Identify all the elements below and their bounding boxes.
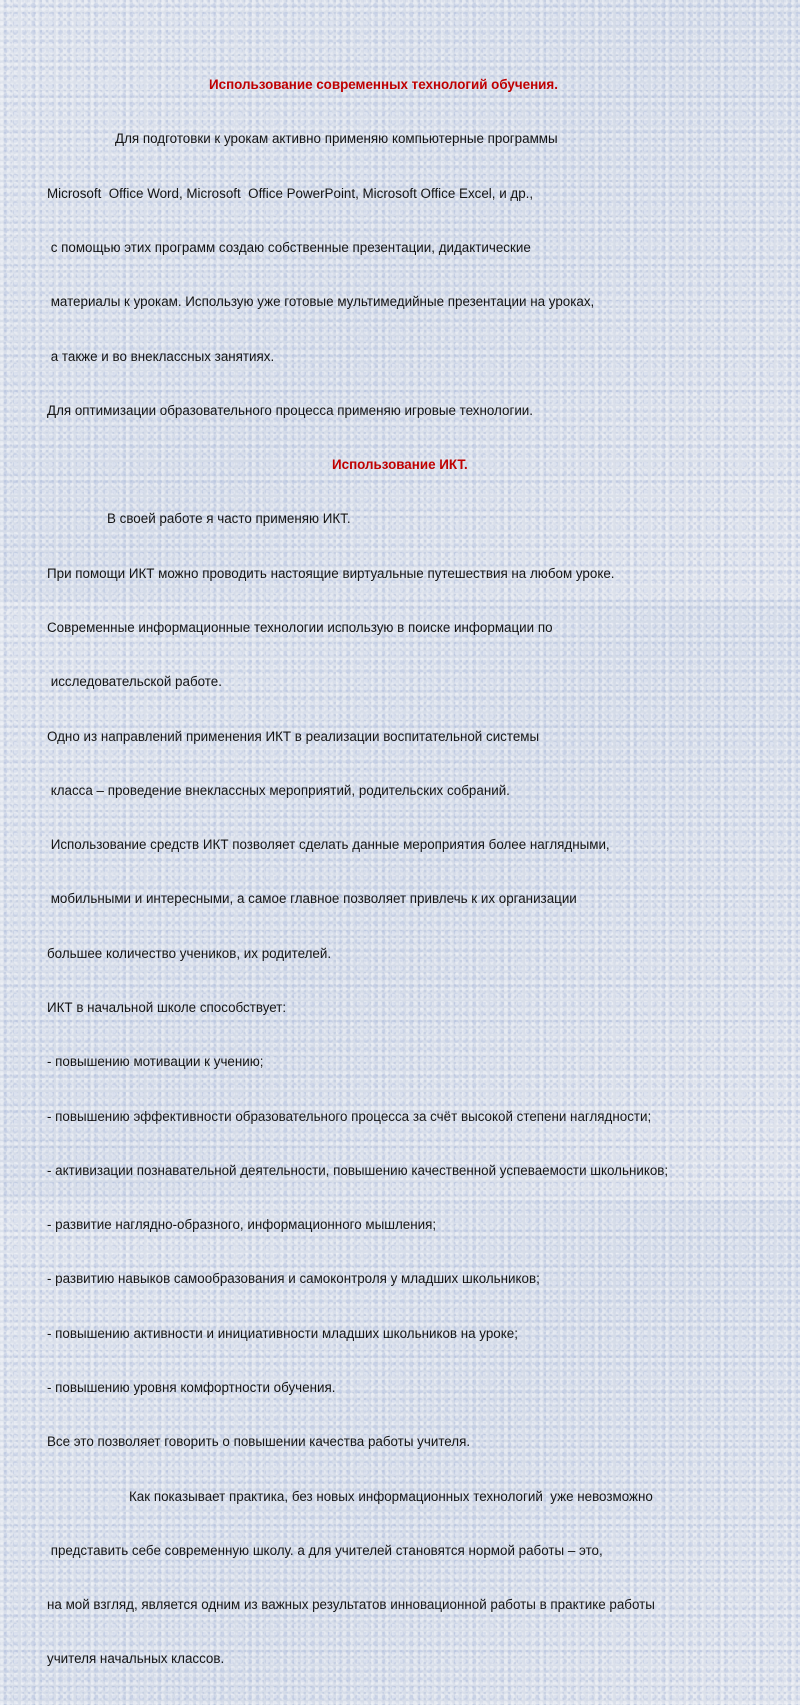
list-item: - повышению мотивации к учению; <box>47 1054 264 1070</box>
text-line: Современные информационные технологии использую в поиске информации по <box>47 620 553 635</box>
section-title-ikt: Использование ИКТ. <box>332 457 468 473</box>
list-item: - развитие наглядно-образного, информационного мышления; <box>47 1217 437 1233</box>
text-line: а также и во внеклассных занятиях. <box>47 348 275 364</box>
text-line: мобильными и интересными, а самое главное позволяет привлечь к их организации <box>47 891 577 907</box>
list-item: - повышению активности и инициативности младших школьников на уроке; <box>47 1325 518 1341</box>
text-line: В своей работе я часто применяю ИКТ. <box>107 511 351 527</box>
text-line: Для оптимизации образовательного процесса применяю игровые технологии. <box>47 402 534 418</box>
text-line: представить себе современную школу. а для учителей становятся нормой работы – это, <box>47 1542 603 1558</box>
text-line: учителя начальных классов. <box>47 1651 225 1667</box>
text-line: Для подготовки к урокам активно применяю компьютерные программы <box>115 131 558 147</box>
text-line: класса – проведение внеклассных мероприятий, родительских собраний. <box>47 782 510 798</box>
slide-text-body <box>47 40 787 1705</box>
list-item: - повышению уровня комфортности обучения. <box>47 1379 336 1395</box>
text-line: Microsoft Office Word, Microsoft Office PowerPoint, Microsoft Office Excel, и др., <box>47 185 534 201</box>
text-line: на мой взгляд, является одним из важных результатов инновационной работы в практике работы <box>47 1597 655 1613</box>
text-line: материалы к урокам. Использую уже готовые мультимедийные презентации на уроках, <box>47 294 595 310</box>
list-item: - повышению эффективности образовательного процесса за счёт высокой степени наглядности; <box>47 1108 652 1124</box>
text-line: исследовательской работе. <box>47 674 222 690</box>
section-title-modern-tech: Использование современных технологий обучения. <box>209 77 558 93</box>
text-line: с помощью этих программ создаю собственные презентации, дидактические <box>47 240 531 256</box>
text-line: ИКТ в начальной школе способствует: <box>47 999 287 1015</box>
text-line: При помощи ИКТ можно проводить настоящие виртуальные путешествия на любом уроке. <box>47 565 615 581</box>
list-item: - развитию навыков самообразования и самоконтроля у младших школьников; <box>47 1271 540 1287</box>
text-line: Одно из направлений применения ИКТ в реализации воспитательной системы <box>47 728 540 744</box>
text-line: Использование средств ИКТ позволяет сделать данные мероприятия более наглядными, <box>47 837 610 853</box>
text-line: большее количество учеников, их родителей. <box>47 945 332 961</box>
list-item: - активизации познавательной деятельности, повышению качественной успеваемости школьников; <box>47 1162 669 1178</box>
text-line: Все это позволяет говорить о повышении качества работы учителя. <box>47 1434 471 1450</box>
text-line: Как показывает практика, без новых информационных технологий уже невозможно <box>129 1488 653 1504</box>
